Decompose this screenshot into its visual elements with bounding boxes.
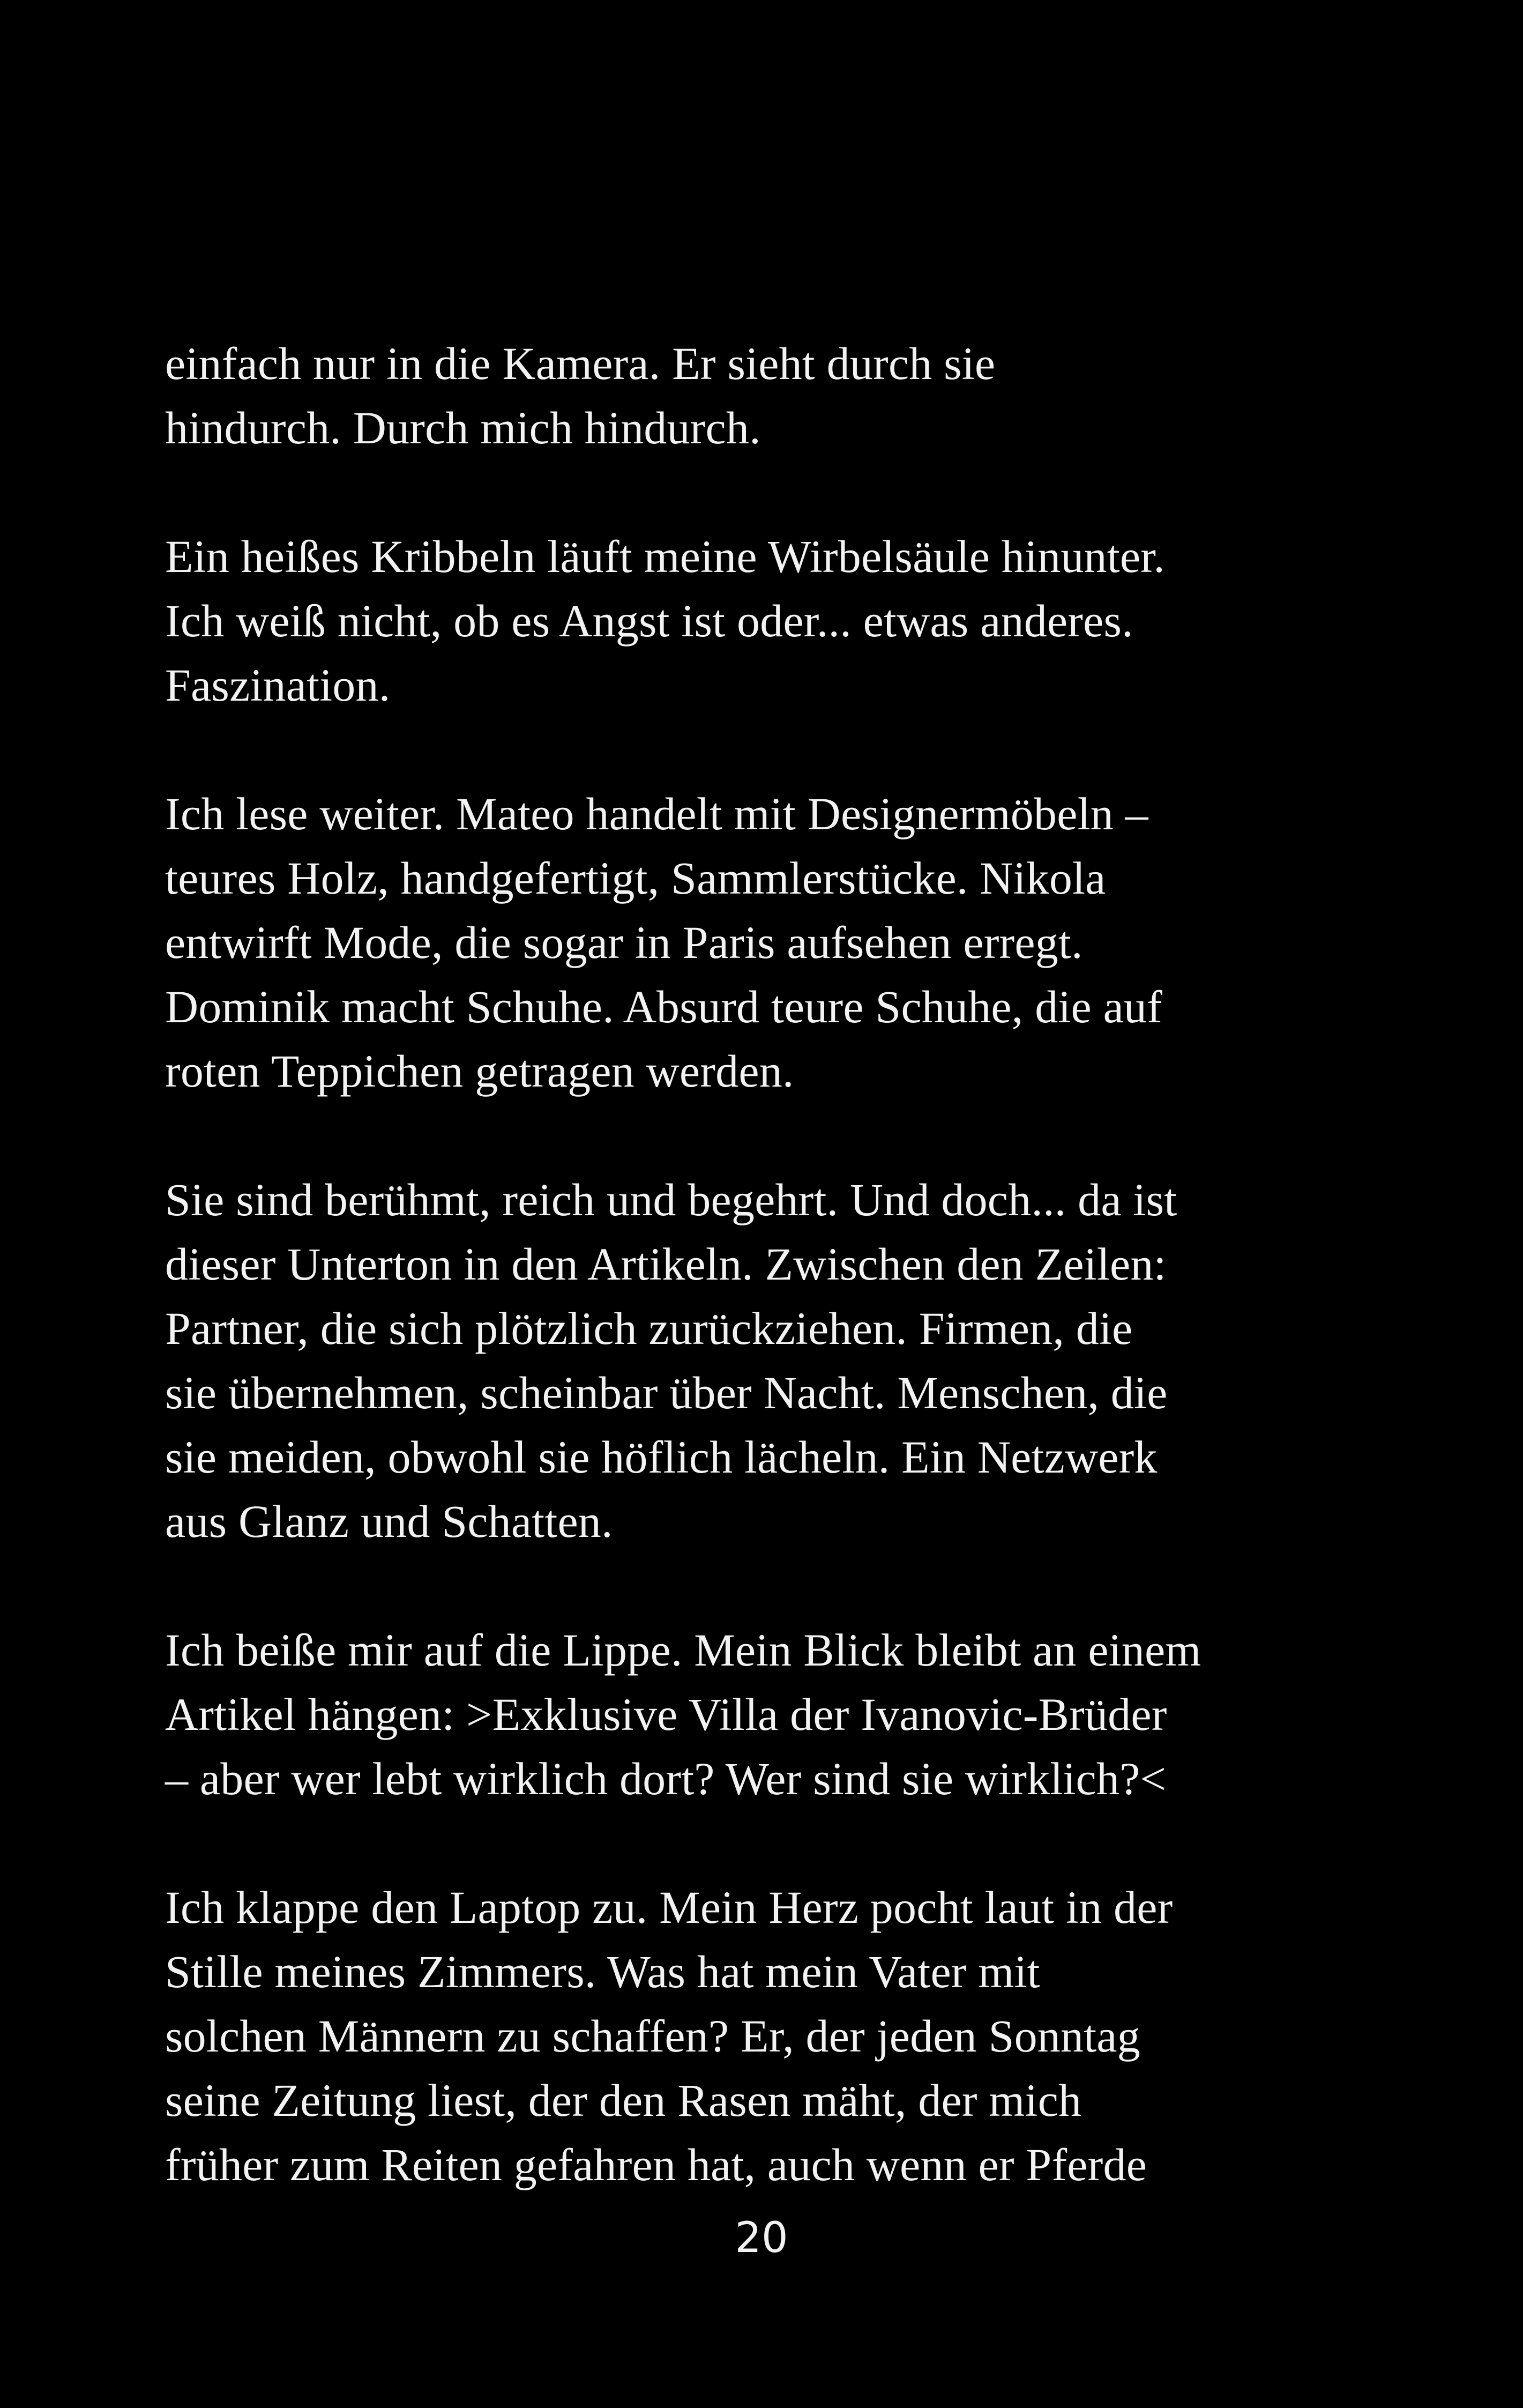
text-line: Ich weiß nicht, ob es Angst ist oder... etwas anderes. bbox=[165, 595, 1133, 646]
text-line: Artikel hängen: >Exklusive Villa der Ivanovic-Brüder bbox=[165, 1689, 1167, 1740]
text-line: dieser Unterton in den Artikeln. Zwischen den Zeilen: bbox=[165, 1238, 1167, 1290]
text-line: Ein heißes Kribbeln läuft meine Wirbelsäule hinunter. bbox=[165, 531, 1165, 582]
text-line: teures Holz, handgefertigt, Sammlerstücke. Nikola bbox=[165, 852, 1106, 904]
text-line: roten Teppichen getragen werden. bbox=[165, 1045, 794, 1097]
text-line: hindurch. Durch mich hindurch. bbox=[165, 402, 761, 454]
text-line: einfach nur in die Kamera. Er sieht durch sie bbox=[165, 338, 996, 389]
paragraph bbox=[165, 331, 1398, 460]
text-line: früher zum Reiten gefahren hat, auch wenn er Pferde bbox=[165, 2139, 1147, 2190]
text-line: seine Zeitung liest, der den Rasen mäht, der mich bbox=[165, 2075, 1082, 2126]
text-line: Ich klappe den Laptop zu. Mein Herz pocht laut in der bbox=[165, 1882, 1173, 1933]
text-line: Stille meines Zimmers. Was hat mein Vater mit bbox=[165, 1946, 1040, 1997]
text-line: – aber wer lebt wirklich dort? Wer sind sie wirklich?< bbox=[165, 1753, 1167, 1804]
text-line: solchen Männern zu schaffen? Er, der jeden Sonntag bbox=[165, 2010, 1140, 2062]
paragraph bbox=[165, 1875, 1398, 2197]
text-line: sie meiden, obwohl sie höflich lächeln. Ein Netzwerk bbox=[165, 1431, 1158, 1483]
page-number: 20 bbox=[735, 2214, 788, 2262]
text-line: Ich beiße mir auf die Lippe. Mein Blick bleibt an einem bbox=[165, 1624, 1201, 1676]
text-line: Partner, die sich plötzlich zurückziehen. Firmen, die bbox=[165, 1303, 1133, 1354]
text-line: Ich lese weiter. Mateo handelt mit Designermöbeln – bbox=[165, 788, 1148, 839]
body-text bbox=[165, 331, 1398, 2197]
paragraph bbox=[165, 1168, 1398, 1554]
paragraph bbox=[165, 782, 1398, 1103]
text-line: sie übernehmen, scheinbar über Nacht. Menschen, die bbox=[165, 1367, 1168, 1418]
text-line: Sie sind berühmt, reich und begehrt. Und doch... da ist bbox=[165, 1174, 1177, 1225]
text-line: Dominik macht Schuhe. Absurd teure Schuhe, die auf bbox=[165, 981, 1162, 1032]
paragraph bbox=[165, 524, 1398, 717]
paragraph bbox=[165, 1618, 1398, 1811]
text-line: entwirft Mode, die sogar in Paris aufsehen erregt. bbox=[165, 917, 1083, 968]
text-line: aus Glanz und Schatten. bbox=[165, 1496, 613, 1547]
text-line: Faszination. bbox=[165, 659, 391, 711]
